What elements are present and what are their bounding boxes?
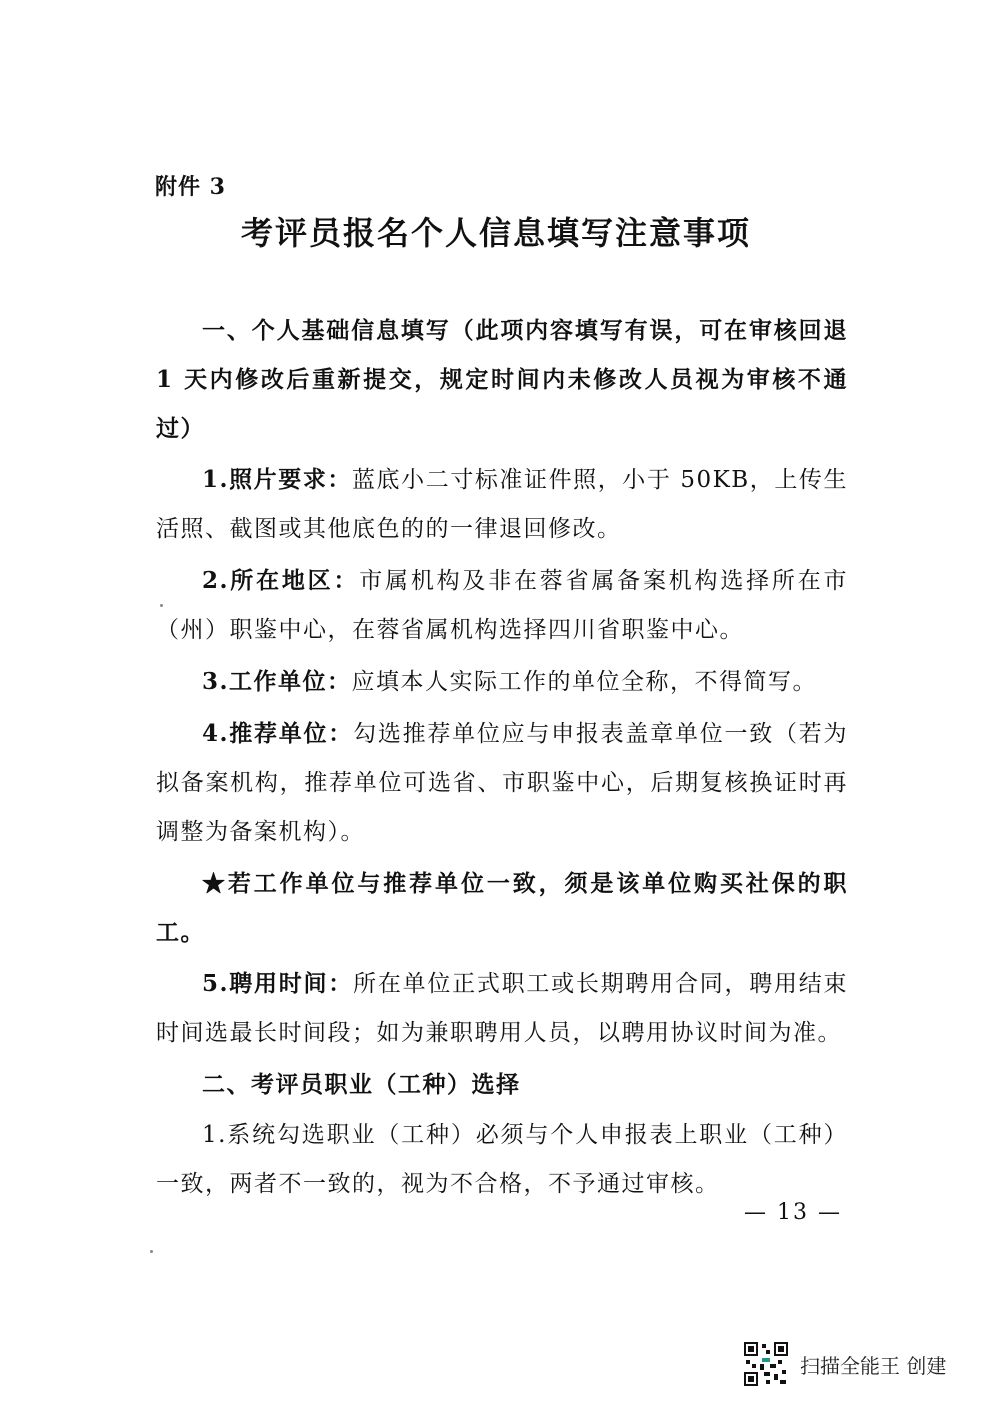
section1-heading: 一、个人基础信息填写（此项内容填写有误，可在审核回退 1 天内修改后重新提交，规定时间内未修改人员视为审核不通过） <box>156 317 848 442</box>
item-label: 4.推荐单位： <box>202 720 354 747</box>
star-note: ★若工作单位与推荐单位一致，须是该单位购买社保的职工。 <box>156 870 848 946</box>
item-label: 2.所在地区： <box>202 567 360 594</box>
section2-item1: 1.系统勾选职业（工种）必须与个人申报表上职业（工种）一致，两者不一致的，视为不合格，不予通过审核。 <box>156 1122 848 1197</box>
item-label: 3.工作单位： <box>202 668 352 695</box>
watermark-text: 扫描全能王 创建 <box>800 1353 947 1378</box>
item-recommender <box>156 709 848 857</box>
scan-speck <box>150 1250 153 1253</box>
item-text: 蓝底小二寸标准证件照，小于 50KB，上传生活照、截图或其他底色的的一律退回修改。 <box>156 467 848 542</box>
scan-speck <box>160 604 163 607</box>
document-title: 考评员报名个人信息填写注意事项 <box>240 214 751 252</box>
scanner-watermark <box>742 1340 946 1388</box>
item-text: 市属机构及非在蓉省属备案机构选择所在市（州）职鉴中心，在蓉省属机构选择四川省职鉴中心。 <box>156 568 849 643</box>
item-text: 应填本人实际工作的单位全称，不得简写。 <box>351 669 818 695</box>
item-photo <box>156 455 848 554</box>
item-text: 所在单位正式职工或长期聘用合同，聘用结束时间选最长时间段；如为兼职聘用人员，以聘用协议时间为准。 <box>156 971 849 1046</box>
item-region <box>156 556 848 655</box>
item-text: 勾选推荐单位应与申报表盖章单位一致（若为拟备案机构，推荐单位可选省、市职鉴中心，后期复核换证时再调整为备案机构）。 <box>156 721 849 845</box>
item-label: 1.照片要求： <box>202 466 352 493</box>
item-label: 5.聘用时间： <box>202 970 354 997</box>
page-number: — 13 — <box>744 1200 842 1225</box>
item-employment <box>156 959 848 1058</box>
section2-heading: 二、考评员职业（工种）选择 <box>202 1071 521 1098</box>
qr-code-icon <box>742 1340 790 1388</box>
attachment-label: 附件 3 <box>155 174 226 200</box>
document-body <box>156 306 848 1211</box>
item-workplace <box>156 657 848 707</box>
